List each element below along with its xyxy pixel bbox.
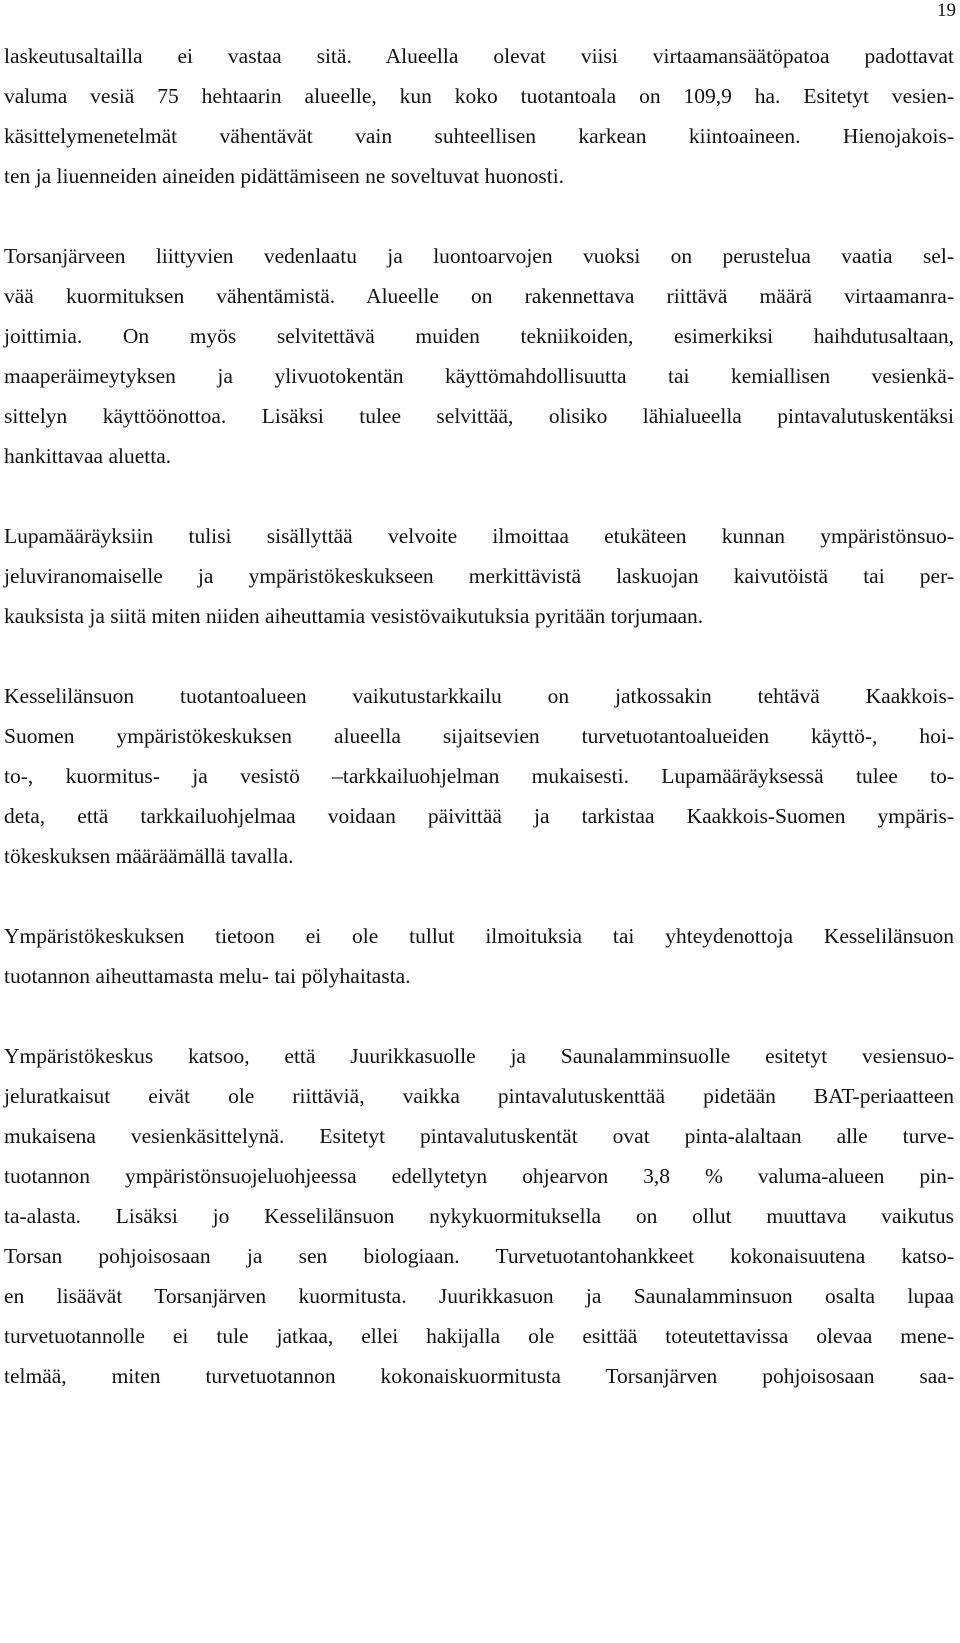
text-line: Suomen ympäristökeskuksen alueella sijaitsevien turvetuotantoalueiden käyttö-, hoi- (4, 724, 954, 748)
text-line: mukaisena vesienkäsittelynä. Esitetyt pintavalutuskentät ovat pinta-alaltaan alle turve- (4, 1124, 954, 1148)
text-line: Ympäristökeskuksen tietoon ei ole tullut ilmoituksia tai yhteydenottoja Kesselilänsuon (4, 924, 954, 948)
text-line: Torsanjärveen liittyvien vedenlaatu ja luontoarvojen vuoksi on perustelua vaatia sel- (4, 244, 954, 268)
text-line: jeluviranomaiselle ja ympäristökeskukseen merkittävistä laskuojan kaivutöistä tai per- (4, 564, 954, 588)
text-line: valuma vesiä 75 hehtaarin alueelle, kun koko tuotantoala on 109,9 ha. Esitetyt vesien- (4, 84, 954, 108)
text-line: Lupamääräyksiin tulisi sisällyttää velvoite ilmoittaa etukäteen kunnan ympäristönsuo- (4, 524, 954, 548)
paragraph-1 (4, 36, 954, 196)
body-text (4, 36, 954, 1436)
paragraph-5 (4, 916, 954, 996)
text-line: jeluratkaisut eivät ole riittäviä, vaikka pintavalutuskenttää pidetään BAT-periaatteen (4, 1084, 954, 1108)
text-line: Ympäristökeskus katsoo, että Juurikkasuolle ja Saunalamminsuolle esitetyt vesiensuo- (4, 1044, 954, 1068)
text-line: Kesselilänsuon tuotantoalueen vaikutustarkkailu on jatkossakin tehtävä Kaakkois- (4, 684, 954, 708)
text-line: käsittelymenetelmät vähentävät vain suhteellisen karkean kiintoaineen. Hienojakois- (4, 124, 954, 148)
text-line: sittelyn käyttöönottoa. Lisäksi tulee selvittää, olisiko lähialueella pintavalutuskentäksi (4, 404, 954, 428)
text-line: Torsan pohjoisosaan ja sen biologiaan. Turvetuotantohankkeet kokonaisuutena katso- (4, 1244, 954, 1268)
text-line: ten ja liuenneiden aineiden pidättämiseen ne soveltuvat huonosti. (4, 164, 565, 188)
text-line: vää kuormituksen vähentämistä. Alueelle on rakennettava riittävä määrä virtaamanra- (4, 284, 954, 308)
text-line: en lisäävät Torsanjärven kuormitusta. Juurikkasuon ja Saunalamminsuon osalta lupaa (4, 1284, 954, 1308)
text-line: telmää, miten turvetuotannon kokonaiskuormitusta Torsanjärven pohjoisosaan saa- (4, 1364, 954, 1388)
text-line: turvetuotannolle ei tule jatkaa, ellei hakijalla ole esittää toteutettavissa olevaa mene- (4, 1324, 954, 1348)
text-line: deta, että tarkkailuohjelmaa voidaan päivittää ja tarkistaa Kaakkois-Suomen ympäris- (4, 804, 954, 828)
paragraph-6 (4, 1036, 954, 1396)
paragraph-2 (4, 236, 954, 476)
text-line: tökeskuksen määräämällä tavalla. (4, 844, 294, 868)
text-line: tuotannon aiheuttamasta melu- tai pölyhaitasta. (4, 964, 411, 988)
text-line: joittimia. On myös selvitettävä muiden tekniikoiden, esimerkiksi haihdutusaltaan, (4, 324, 954, 348)
text-line: hankittavaa aluetta. (4, 444, 172, 468)
page-number: 19 (937, 0, 956, 21)
text-line: maaperäimeytyksen ja ylivuotokentän käyttömahdollisuutta tai kemiallisen vesienkä- (4, 364, 954, 388)
text-line: laskeutusaltailla ei vastaa sitä. Alueella olevat viisi virtaamansäätöpatoa padottavat (4, 44, 954, 68)
text-line: tuotannon ympäristönsuojeluohjeessa edellytetyn ohjearvon 3,8 % valuma-alueen pin- (4, 1164, 954, 1188)
text-line: to-, kuormitus- ja vesistö –tarkkailuohjelman mukaisesti. Lupamääräyksessä tulee to- (4, 764, 954, 788)
paragraph-4 (4, 676, 954, 876)
paragraph-3 (4, 516, 954, 636)
text-line: kauksista ja siitä miten niiden aiheuttamia vesistövaikutuksia pyritään torjumaan. (4, 604, 704, 628)
text-line: ta-alasta. Lisäksi jo Kesselilänsuon nykykuormituksella on ollut muuttava vaikutus (4, 1204, 954, 1228)
